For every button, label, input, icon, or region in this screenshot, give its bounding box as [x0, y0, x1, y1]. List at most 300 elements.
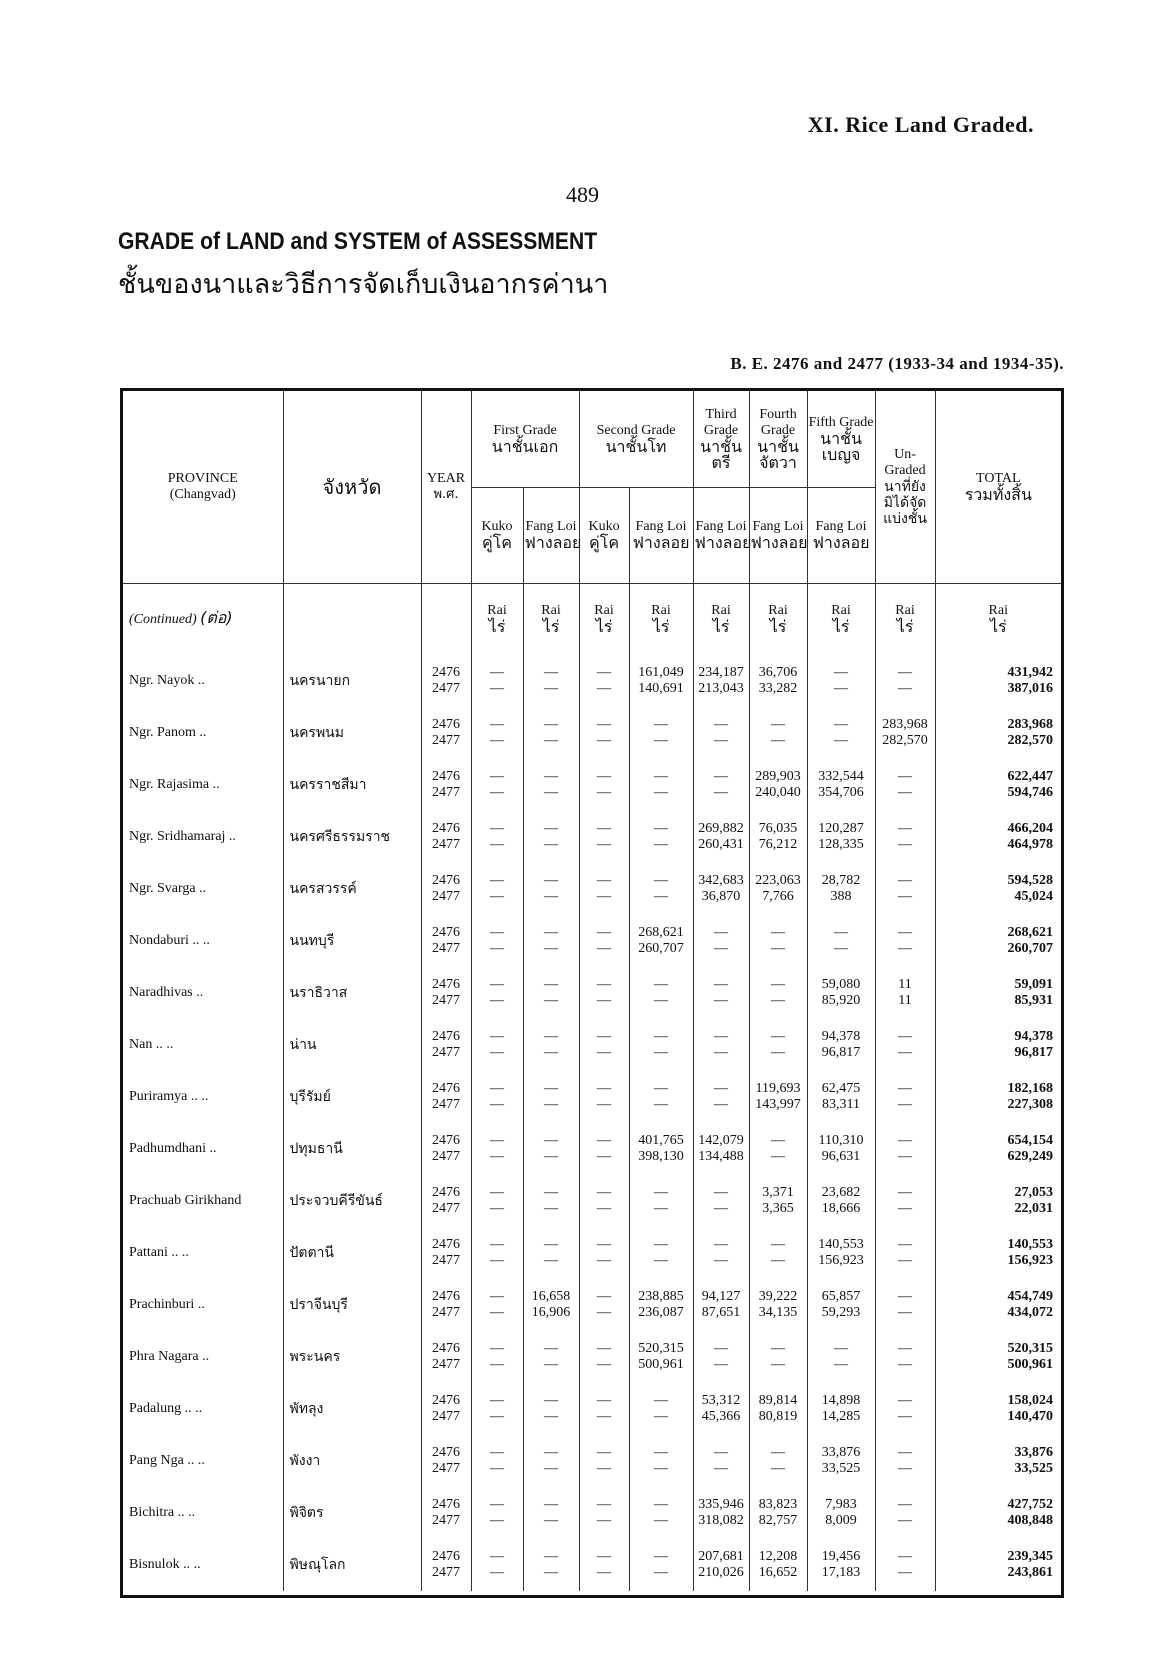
value: — [544, 1513, 558, 1528]
year-value: 2476 [432, 1237, 460, 1252]
value: — [544, 733, 558, 748]
province-name: Phra Nagara .. [129, 1349, 210, 1364]
total-value: 140,470 [1007, 1409, 1054, 1424]
value: — [654, 1393, 669, 1408]
value-cell [693, 1383, 749, 1435]
unit-cell [875, 583, 935, 655]
value-cell [749, 1383, 807, 1435]
unit-cell [935, 583, 1061, 655]
total-value: 500,961 [1007, 1357, 1054, 1372]
province-name: Bichitra .. .. [129, 1505, 196, 1520]
total-value: 520,315 [1007, 1341, 1054, 1356]
value: — [898, 1253, 913, 1268]
value: — [544, 1565, 558, 1580]
total-cell [935, 1383, 1061, 1435]
value: — [654, 977, 669, 992]
table-row [123, 707, 1061, 759]
value-cell [749, 863, 807, 915]
value: 520,315 [638, 1341, 684, 1356]
value-cell [749, 1539, 807, 1591]
total-value: 59,091 [1014, 977, 1054, 992]
value-cell [629, 655, 693, 707]
value-cell [523, 759, 579, 811]
value: 223,063 [755, 873, 801, 888]
value-cell [807, 863, 875, 915]
value: — [654, 785, 669, 800]
province-name: Ngr. Sridhamaraj .. [129, 829, 236, 844]
second-grade-label: Second Grade [596, 422, 676, 438]
year-cell [421, 967, 471, 1019]
province-name-thai: นครพนม [283, 707, 421, 759]
value: — [544, 665, 558, 680]
value: — [597, 1393, 612, 1408]
value: — [597, 1305, 612, 1320]
value-cell [629, 967, 693, 1019]
value: 110,310 [818, 1133, 864, 1148]
table-row [123, 863, 1061, 915]
value: 14,898 [821, 1393, 861, 1408]
value-cell [629, 1435, 693, 1487]
value: 11 [898, 977, 912, 992]
value: 268,621 [638, 925, 684, 940]
value: — [597, 1565, 612, 1580]
table-row [123, 1383, 1061, 1435]
value-cell [629, 1279, 693, 1331]
unit-rai: Rai [895, 603, 915, 619]
value-cell [875, 1435, 935, 1487]
value: — [714, 1461, 729, 1476]
value-cell [749, 1487, 807, 1539]
year-value: 2476 [432, 717, 460, 732]
unit-spacer [283, 583, 421, 655]
section-heading: XI. Rice Land Graded. [807, 112, 1034, 137]
value: 96,631 [821, 1149, 861, 1164]
value: — [654, 1185, 669, 1200]
total-cell [935, 1331, 1061, 1383]
value-cell [693, 655, 749, 707]
value: 89,814 [758, 1393, 798, 1408]
year-cell [421, 1435, 471, 1487]
table-row [123, 1019, 1061, 1071]
total-value: 434,072 [1007, 1305, 1054, 1320]
value: 53,312 [701, 1393, 741, 1408]
value: — [898, 1185, 913, 1200]
value-cell [693, 863, 749, 915]
value: — [714, 925, 729, 940]
fangloi-header-5 [807, 487, 875, 583]
year-value: 2476 [432, 1341, 460, 1356]
value-cell [807, 811, 875, 863]
year-value: 2476 [432, 1497, 460, 1512]
value-cell [693, 1539, 749, 1591]
value-cell [471, 1227, 523, 1279]
value-cell [629, 1487, 693, 1539]
continued-thai: (ต่อ) [200, 608, 233, 628]
value-cell [875, 759, 935, 811]
value-cell [471, 1331, 523, 1383]
total-cell [935, 1123, 1061, 1175]
kuko-thai: คู่โค [589, 533, 620, 552]
value: — [898, 1409, 913, 1424]
year-cell [421, 863, 471, 915]
value: — [544, 1497, 558, 1512]
value: — [544, 769, 558, 784]
year-value: 2477 [432, 1253, 460, 1268]
value-cell [579, 915, 629, 967]
year-cell [421, 1279, 471, 1331]
total-cell [935, 1071, 1061, 1123]
value: — [490, 1497, 504, 1512]
value: — [714, 1445, 729, 1460]
value: — [544, 1445, 558, 1460]
value: — [544, 1029, 558, 1044]
value-cell [875, 1383, 935, 1435]
total-value: 239,345 [1007, 1549, 1054, 1564]
value: 36,870 [701, 889, 741, 904]
fangloi-header-1 [523, 487, 582, 583]
year-value: 2477 [432, 941, 460, 956]
value: — [714, 1341, 729, 1356]
value: — [654, 837, 669, 852]
value: — [654, 717, 669, 732]
total-value: 427,752 [1007, 1497, 1054, 1512]
value-cell [749, 1279, 807, 1331]
value: — [714, 941, 729, 956]
value: — [898, 1497, 913, 1512]
unit-cell [523, 583, 579, 655]
value: — [544, 1185, 558, 1200]
table-row [123, 1331, 1061, 1383]
value-cell [749, 811, 807, 863]
title-thai: ชั้นของนาและวิธีการจัดเก็บเงินอากรค่านา [118, 269, 609, 300]
fangloi-label: Fang Loi [752, 519, 804, 534]
value-cell [579, 1539, 629, 1591]
unit-cell [629, 583, 693, 655]
value-cell [749, 967, 807, 1019]
year-value: 2476 [432, 1185, 460, 1200]
year-value: 2476 [432, 1549, 460, 1564]
value-cell [523, 1227, 579, 1279]
value: 59,080 [821, 977, 861, 992]
value: 16,906 [531, 1305, 571, 1320]
value: 240,040 [755, 785, 801, 800]
province-name-thai: นครศรีธรรมราช [283, 811, 421, 863]
value: 388 [830, 889, 852, 904]
province-header-label: PROVINCE [167, 470, 238, 486]
value: — [544, 941, 558, 956]
value: — [834, 733, 849, 748]
value: — [597, 717, 612, 732]
value: — [898, 1393, 913, 1408]
total-value: 629,249 [1007, 1149, 1054, 1164]
value: — [544, 1133, 558, 1148]
value: — [490, 1549, 504, 1564]
table-row [123, 655, 1061, 707]
value-cell [523, 1123, 579, 1175]
value: — [490, 1253, 504, 1268]
value-cell [807, 1435, 875, 1487]
value: — [490, 941, 504, 956]
province-name-thai: นครราชสีมา [283, 759, 421, 811]
value-cell [471, 655, 523, 707]
value: — [544, 1149, 558, 1164]
value: — [544, 889, 558, 904]
fourth-grade-thai: นาชั้นจัตวา [757, 436, 799, 472]
value-cell [875, 1227, 935, 1279]
table-row [123, 1227, 1061, 1279]
value: — [544, 1097, 558, 1112]
value: — [490, 1237, 504, 1252]
year-cell [421, 1123, 471, 1175]
value-cell [471, 1279, 523, 1331]
year-value: 2477 [432, 681, 460, 696]
value: 398,130 [638, 1149, 684, 1164]
total-value: 33,876 [1014, 1445, 1054, 1460]
value-cell [579, 1071, 629, 1123]
unit-cell [749, 583, 807, 655]
value: — [597, 1029, 612, 1044]
total-value: 387,016 [1007, 681, 1054, 696]
value-cell [749, 1331, 807, 1383]
year-value: 2476 [432, 1133, 460, 1148]
value: 36,706 [758, 665, 798, 680]
value-cell [807, 1487, 875, 1539]
value-cell [523, 1435, 579, 1487]
value-cell [471, 1123, 523, 1175]
value: — [771, 1045, 786, 1060]
value: — [654, 1201, 669, 1216]
value-cell [875, 707, 935, 759]
value: — [597, 1445, 612, 1460]
value: 142,079 [698, 1133, 744, 1148]
value: 161,049 [638, 665, 684, 680]
year-value: 2477 [432, 785, 460, 800]
year-cell [421, 655, 471, 707]
value-cell [471, 1383, 523, 1435]
total-value: 283,968 [1007, 717, 1054, 732]
total-value: 454,749 [1007, 1289, 1054, 1304]
unit-rai-thai: ไร่ [769, 617, 787, 637]
value-cell [471, 1019, 523, 1071]
value: 14,285 [821, 1409, 861, 1424]
year-value: 2477 [432, 1513, 460, 1528]
year-value: 2477 [432, 1045, 460, 1060]
province-name-thai: ประจวบคีรีขันธ์ [283, 1175, 421, 1227]
total-cell [935, 1435, 1061, 1487]
fangloi-header-2 [629, 487, 693, 583]
value: 213,043 [698, 681, 744, 696]
total-cell [935, 655, 1061, 707]
total-value: 227,308 [1007, 1097, 1054, 1112]
value: — [597, 1357, 612, 1372]
total-value: 282,570 [1007, 733, 1054, 748]
value-cell [523, 707, 579, 759]
year-value: 2476 [432, 977, 460, 992]
value: — [490, 993, 504, 1008]
value: — [597, 821, 612, 836]
unit-rai-thai: ไร่ [652, 617, 670, 637]
total-value: 408,848 [1007, 1513, 1054, 1528]
value-cell [523, 1175, 579, 1227]
value: — [490, 1097, 504, 1112]
value-cell [749, 1019, 807, 1071]
unit-spacer [421, 583, 471, 655]
total-value: 156,923 [1007, 1253, 1054, 1268]
value: — [544, 977, 558, 992]
total-value: 622,447 [1007, 769, 1054, 784]
value: 140,553 [818, 1237, 864, 1252]
value: 23,682 [821, 1185, 861, 1200]
value: 207,681 [698, 1549, 744, 1564]
value: — [544, 873, 558, 888]
value: 33,525 [821, 1461, 861, 1476]
year-cell [421, 811, 471, 863]
value-cell [875, 1123, 935, 1175]
ungraded-header [875, 391, 935, 583]
value-cell [875, 967, 935, 1019]
value: — [898, 665, 913, 680]
value: — [490, 1393, 504, 1408]
province-name: Puriramya .. .. [129, 1089, 209, 1104]
province-name-thai: พังงา [283, 1435, 421, 1487]
value: 65,857 [821, 1289, 861, 1304]
fifth-grade-label: Fifth Grade [808, 414, 874, 430]
value: — [771, 1461, 786, 1476]
value: — [490, 1445, 504, 1460]
value: — [490, 1565, 504, 1580]
value: — [597, 925, 612, 940]
value-cell [629, 811, 693, 863]
total-cell [935, 863, 1061, 915]
year-value: 2477 [432, 1149, 460, 1164]
value-cell [523, 1539, 579, 1591]
value: — [544, 1461, 558, 1476]
value: — [771, 977, 786, 992]
value-cell [875, 1279, 935, 1331]
unit-rai-thai: ไร่ [896, 617, 914, 637]
value: 318,082 [698, 1513, 744, 1528]
table-row [123, 915, 1061, 967]
value-cell [807, 1175, 875, 1227]
value: — [898, 1201, 913, 1216]
value: — [490, 1409, 504, 1424]
third-grade-label: Third Grade [703, 406, 739, 438]
value-cell [875, 811, 935, 863]
table-row [123, 1071, 1061, 1123]
province-name-thai: พิจิตร [283, 1487, 421, 1539]
value-cell [579, 863, 629, 915]
value: 76,212 [758, 837, 798, 852]
unit-rai-thai: ไร่ [989, 617, 1007, 637]
province-name-thai: นครนายก [283, 655, 421, 707]
total-value: 268,621 [1007, 925, 1054, 940]
unit-cell [471, 583, 523, 655]
year-value: 2476 [432, 925, 460, 940]
value: — [490, 1029, 504, 1044]
value: — [654, 1461, 669, 1476]
value: — [898, 1445, 913, 1460]
value: — [597, 889, 612, 904]
continued-text: (Continued) [129, 612, 197, 628]
province-name: Padalung .. .. [129, 1401, 203, 1416]
year-header [421, 391, 471, 583]
value-cell [807, 1019, 875, 1071]
unit-rai: Rai [831, 603, 851, 619]
value: — [714, 993, 729, 1008]
value: — [714, 1045, 729, 1060]
province-name-thai: พิษณุโลก [283, 1539, 421, 1591]
value: 33,876 [821, 1445, 861, 1460]
total-cell [935, 811, 1061, 863]
value-cell [875, 1331, 935, 1383]
value: — [597, 1253, 612, 1268]
value: 76,035 [758, 821, 798, 836]
value: — [544, 717, 558, 732]
value: 3,365 [762, 1201, 794, 1216]
year-value: 2477 [432, 993, 460, 1008]
unit-rai: Rai [651, 603, 671, 619]
total-value: 260,707 [1007, 941, 1054, 956]
total-cell [935, 1175, 1061, 1227]
value-cell [579, 1019, 629, 1071]
value-cell [629, 1123, 693, 1175]
value: 260,431 [698, 837, 744, 852]
data-rows [123, 655, 1061, 1591]
year-cell [421, 1071, 471, 1123]
value: — [597, 993, 612, 1008]
total-cell [935, 1227, 1061, 1279]
value: 16,658 [531, 1289, 571, 1304]
value: — [490, 733, 504, 748]
value: — [490, 1081, 504, 1096]
value: 234,187 [698, 665, 744, 680]
value: 7,983 [825, 1497, 857, 1512]
value: — [771, 1341, 786, 1356]
total-label: TOTAL [976, 470, 1021, 486]
value-cell [471, 811, 523, 863]
year-value: 2477 [432, 1461, 460, 1476]
value: — [834, 1341, 849, 1356]
value: — [490, 1513, 504, 1528]
year-value: 2477 [432, 1565, 460, 1580]
value-cell [471, 1175, 523, 1227]
value: — [490, 1201, 504, 1216]
province-name-thai: พัทลุง [283, 1383, 421, 1435]
value-cell [693, 811, 749, 863]
value-cell [749, 1071, 807, 1123]
value: — [714, 1253, 729, 1268]
fangloi-label: Fang Loi [815, 519, 867, 534]
year-value: 2477 [432, 1097, 460, 1112]
value: — [597, 1461, 612, 1476]
fangloi-thai: ฟางลอย [524, 533, 582, 552]
assessment-grid [123, 391, 1061, 1591]
value: — [597, 1549, 612, 1564]
value: — [597, 785, 612, 800]
value: — [490, 821, 504, 836]
value: 143,997 [755, 1097, 801, 1112]
year-value: 2476 [432, 1445, 460, 1460]
fangloi-label: Fang Loi [635, 519, 687, 534]
value: — [597, 769, 612, 784]
value-cell [749, 1175, 807, 1227]
value: — [544, 1237, 558, 1252]
value: — [544, 681, 558, 696]
value: — [898, 1341, 913, 1356]
value: — [597, 665, 612, 680]
value-cell [693, 707, 749, 759]
year-value: 2477 [432, 1305, 460, 1320]
